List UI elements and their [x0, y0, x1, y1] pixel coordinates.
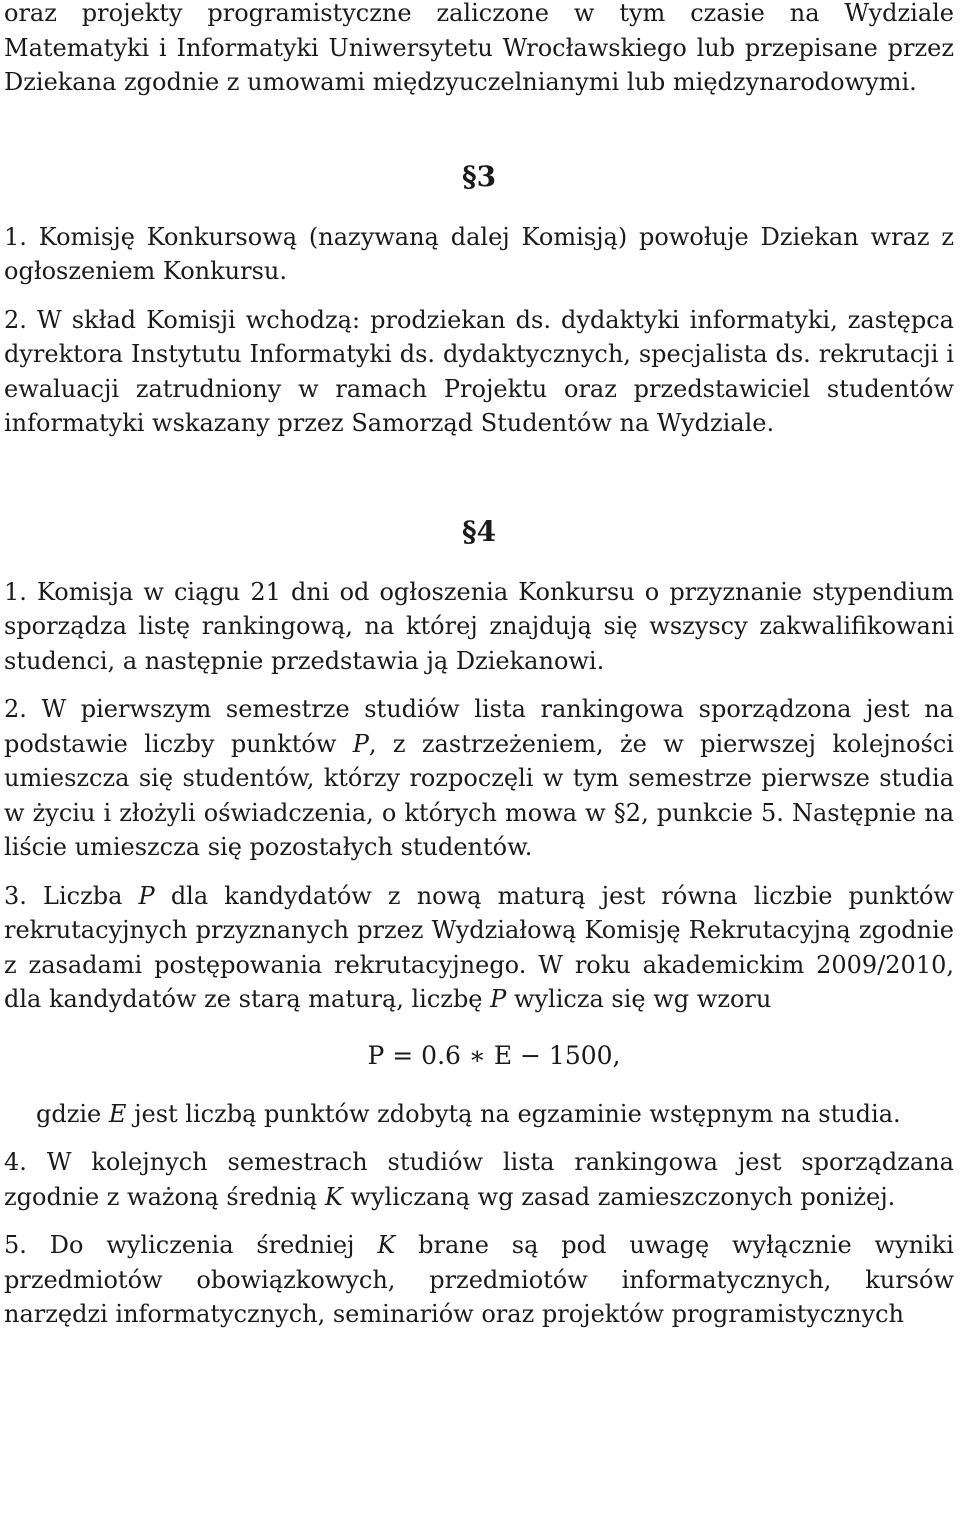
item-number: 2. [4, 305, 27, 334]
item-number: 1. [4, 577, 27, 606]
item-text: Komisja w ciągu 21 dni od ogłoszenia Konkursu o przyznanie stypendium sporządza listę rankingową, na której znajdują się wszyscy zakwalifikowani studenci, a następnie przedstawia ją Dziekanowi. [4, 577, 954, 675]
item-text: brane są pod uwagę wyłącznie wyniki przedmiotów obowiązkowych, przedmiotów informatycznych, kursów narzędzi informatycznych, seminariów oraz projektów programistycznych [4, 1231, 954, 1328]
section-3-heading: §3 [461, 159, 497, 193]
item-number: 2. [4, 695, 27, 723]
item-text: Liczba [43, 881, 123, 910]
section-4-item-3 [4, 879, 954, 1017]
section-3-item-1 [4, 220, 954, 289]
item-number: 3. [4, 881, 27, 910]
math-variable: K [324, 1182, 343, 1211]
math-variable: P [352, 729, 369, 758]
item-text: W kolejnych semestrach studiów lista rankingowa jest sporządzana zgodnie z ważoną średnią [4, 1148, 954, 1211]
section-4-item-2 [4, 692, 954, 865]
formula-explanation [4, 1097, 954, 1132]
math-variable: E [108, 1099, 127, 1128]
item-text: W pierwszym semestrze studiów lista rankingowa sporządzona jest na podstawie liczby punktów [4, 695, 954, 758]
item-text: jest liczbą punktów zdobytą na egzaminie wstępnym na studia. [134, 1099, 901, 1128]
section-4-item-5 [4, 1228, 954, 1332]
item-text: Do wyliczenia średniej [49, 1231, 355, 1259]
item-number: 1. [4, 222, 27, 251]
section-3-item-2 [4, 303, 954, 441]
section-4-heading: §4 [461, 514, 497, 548]
item-text: W skład Komisji wchodzą: prodziekan ds. dydaktyki informatyki, zastępca dyrektora Instytutu Informatyki ds. dydaktycznych, specjalista ds. rekrutacji i ewaluacji zatrudniony w ramach Projektu oraz przedstawiciel studentów informatyki wskazany przez Samorząd Studentów na Wydziale. [4, 305, 954, 437]
intro-paragraph: oraz projekty programistyczne zaliczone w tym czasie na Wydziale Matematyki i Informatyki Uniwersytetu Wrocławskiego lub przepisane przez Dziekana zgodnie z umowami międzyuczelnianymi lub międzynarodowymi. [4, 0, 954, 96]
section-4-item-4 [4, 1145, 954, 1214]
item-text: gdzie [36, 1099, 102, 1128]
math-variable: K [377, 1231, 396, 1259]
item-text: wyliczaną wg zasad zamieszczonych poniżej. [350, 1182, 896, 1211]
item-number: 4. [4, 1148, 27, 1176]
math-variable: P [138, 881, 155, 910]
section-4-item-1 [4, 575, 954, 679]
item-text: wylicza się wg wzoru [513, 985, 772, 1013]
item-text: dla kandydatów z nową maturą jest równa liczbie punktów rekrutacyjnych przyznanych przez Wydziałową Komisję Rekrutacyjną zgodnie z zasadami postępowania rekrutacyjnego. W roku akademickim 2009/2010, dla kandydatów ze starą maturą, liczbę [4, 881, 954, 1013]
item-text: , z zastrzeżeniem, że w pierwszej kolejności umieszcza się studentów, którzy rozpoczęli w tym semestrze pierwsze studia w życiu i złożyli oświadczenia, o których mowa w §2, punkcie 5. Następnie na liście umieszcza się pozostałych studentów. [4, 729, 954, 861]
item-text: Komisję Konkursową (nazywaną dalej Komisją) powołuje Dziekan wraz z ogłoszeniem Konkursu. [4, 222, 954, 285]
item-number: 5. [4, 1231, 27, 1259]
math-variable: P [490, 985, 507, 1013]
formula: P = 0.6 ∗ E − 1500, [367, 1040, 621, 1070]
